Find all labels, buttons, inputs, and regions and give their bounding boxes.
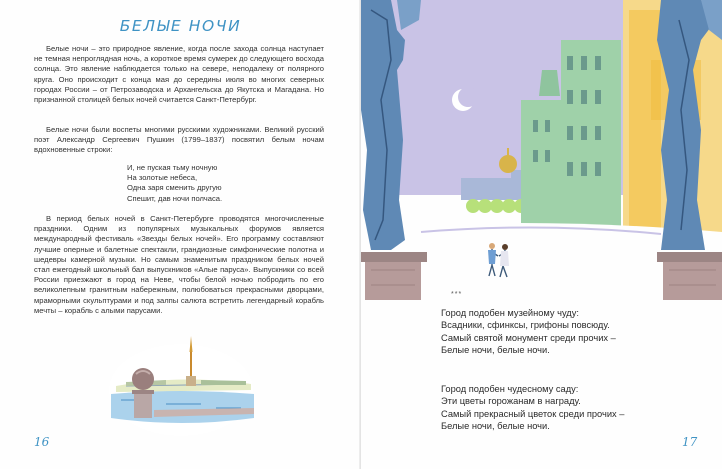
page-number: 16: [34, 435, 50, 449]
paragraph-festivals: В период белых ночей в Санкт-Петербурге проводятся многочисленные праздники. Одним из популярных музыкальных форумов является международный фестиваль «Звезды белых ночей». Его программу составляют лучшие оперные и балетные спектакли, грандиозные симфонические полотна и шедевры камерной музыки. Но самым знаменитым праздником белых ночей стал ежегодный школьный бал выпускников «Алые паруса». Выпускники со всей России приезжают в город на Неве, чтобы белой ночью побродить по его великолепным гранитным набережным, полюбоваться прекрасными дворцами, мраморными скульптурами и под залпы салюта встретить легендарный корабль мечты – корабль с алыми парусами.: [34, 214, 324, 315]
right-page: [361, 0, 722, 469]
poem-line: Спешит, дав ночи полчаса.: [127, 193, 223, 203]
poem-line: Одна заря сменить другую: [127, 183, 222, 193]
poem-line: На золотые небеса,: [127, 173, 198, 183]
page-title: БЕЛЫЕ НОЧИ: [119, 17, 242, 35]
white-nights-city-illustration: [361, 0, 722, 300]
verse-line: Эти цветы горожанам в награду.: [441, 396, 581, 407]
verse-line: Город подобен чудесному саду:: [441, 384, 579, 394]
paragraph-intro: Белые ночи – это природное явление, когда после захода солнца наступает не темная непроглядная ночь, а короткое время сумерек до следующего восхода солнца. Это явление наблюдается только на севере, неподалеку от полярного круга. Оно происходит с конца мая до середины июля во многих северных городах России – от Петрозаводска и Архангельска до Якутска и Магадана. Но признанной столицей белых ночей считается Санкт-Петербург.: [34, 44, 324, 105]
verse-line: Белые ночи, белые ночи.: [441, 345, 550, 356]
verse-line: Всадники, сфинксы, грифоны повсюду.: [441, 320, 610, 331]
verse-stanza-2: [441, 383, 721, 433]
verse-line: Самый прекрасный цветок среди прочих –: [441, 408, 625, 419]
pushkin-poem: [127, 163, 327, 204]
verse-line: Белые ночи, белые ночи.: [441, 421, 550, 432]
poem-line: И, не пуская тьму ночную: [127, 163, 218, 172]
verse-stanza-1: [441, 307, 721, 357]
verse-line: Самый святой монумент среди прочих –: [441, 332, 616, 343]
paragraph-pushkin: Белые ночи были воспеты многими русскими художниками. Великий русский поэт Александр Сергеевич Пушкин (1799–1837) посвятил белым ночам вдохновенные строки:: [34, 125, 324, 155]
page-number: 17: [682, 435, 698, 449]
verse-line: Город подобен музейному чуду:: [441, 308, 579, 318]
verse-separator: ***: [451, 291, 463, 298]
embankment-illustration: [106, 330, 256, 438]
